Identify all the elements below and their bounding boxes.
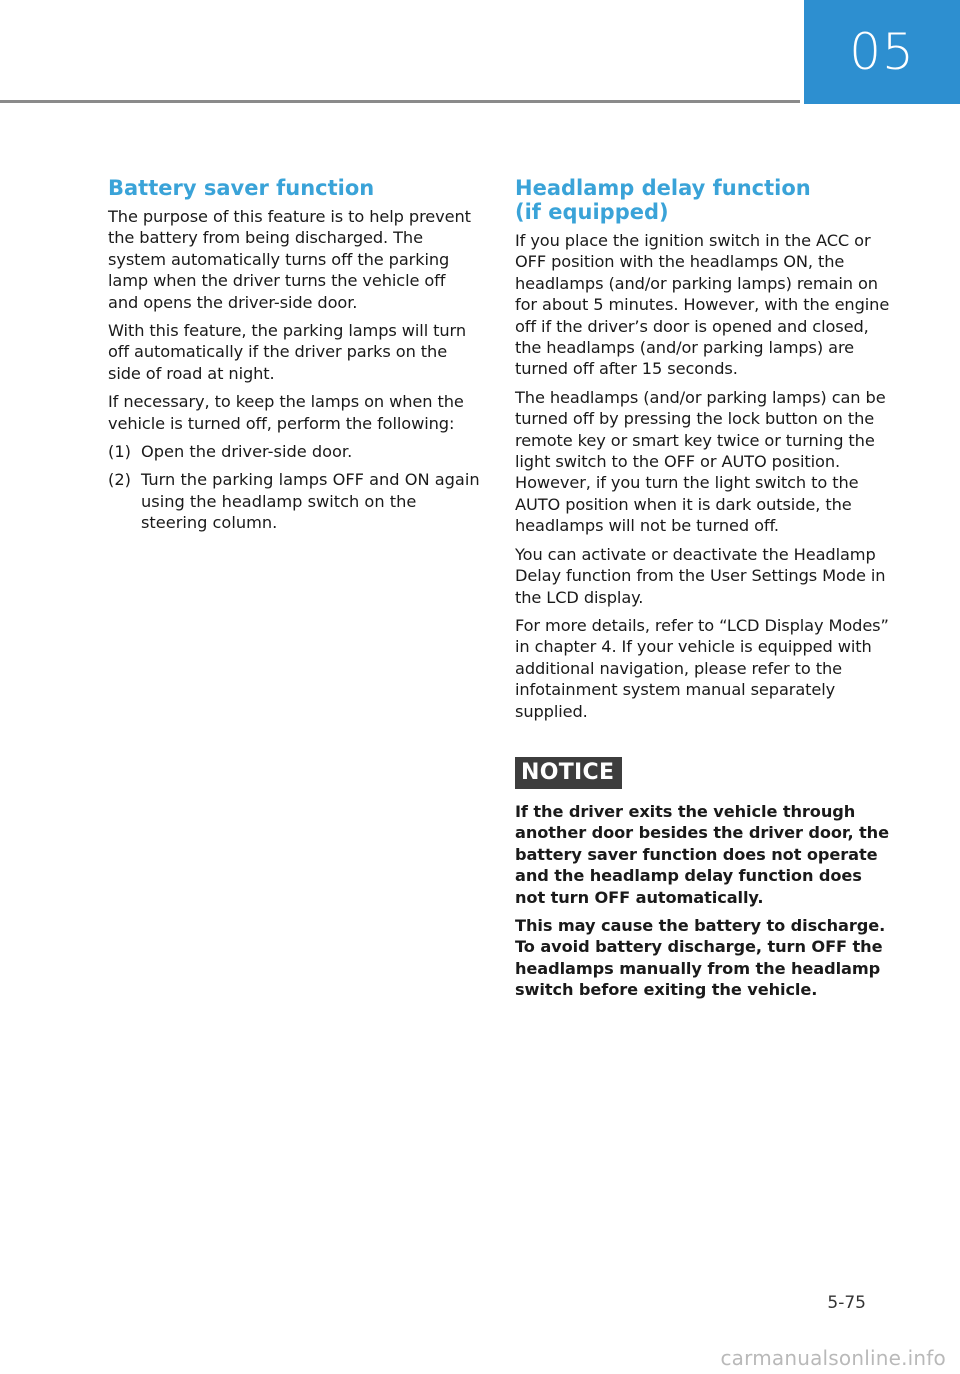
paragraph: For more details, refer to “LCD Display Modes” in chapter 4. If your vehicle is equipped with additional navigation, please refer to the infotainment system manual separately supplied.: [515, 615, 889, 721]
right-column: [515, 176, 895, 1008]
notice-paragraph: This may cause the battery to discharge. To avoid battery discharge, turn OFF the headlamps manually from the headlamp switch before exiting the vehicle.: [515, 915, 886, 1000]
heading-line: (if equipped): [515, 200, 669, 224]
watermark: carmanualsonline.info: [720, 1346, 946, 1370]
battery-saver-heading: Battery saver function: [108, 176, 375, 200]
chapter-tab: [804, 0, 960, 104]
step-text: Turn the parking lamps OFF and ON again using the headlamp switch on the steering column.: [141, 470, 480, 533]
step-text: Open the driver-side door.: [141, 442, 353, 462]
notice-paragraph: If the driver exits the vehicle through another door besides the driver door, the battery saver function does not operate and the headlamp delay function does not turn OFF automatically.: [515, 801, 889, 907]
notice-label: NOTICE: [515, 757, 622, 789]
headlamp-delay-heading: [515, 176, 895, 224]
left-column: [108, 176, 480, 541]
step-number: (2): [108, 470, 131, 490]
chapter-number: 05: [849, 23, 915, 81]
steps-list: [108, 441, 480, 534]
notice-box: [515, 729, 895, 1001]
paragraph: If necessary, to keep the lamps on when the vehicle is turned off, perform the following:: [108, 392, 464, 433]
paragraph: The purpose of this feature is to help prevent the battery from being discharged. The system automatically turns off the parking lamp when the driver turns the vehicle off and opens the driver-side door.: [108, 207, 471, 312]
header-rule: [0, 100, 800, 103]
page-number: 5-75: [827, 1293, 866, 1313]
paragraph: With this feature, the parking lamps will turn off automatically if the driver parks on the side of road at night.: [108, 321, 466, 383]
paragraph: You can activate or deactivate the Headlamp Delay function from the User Settings Mode in the LCD display.: [515, 544, 886, 607]
heading-line: Headlamp delay function: [515, 176, 811, 200]
step-number: (1): [108, 442, 131, 462]
step-item: [108, 441, 480, 462]
paragraph: The headlamps (and/or parking lamps) can be turned off by pressing the lock button on the remote key or smart key twice or turning the light switch to the OFF or AUTO position. However, if you turn the light switch to the AUTO position when it is dark outside, the headlamps will not be turned off.: [515, 387, 886, 536]
step-item: [108, 469, 480, 533]
paragraph: If you place the ignition switch in the ACC or OFF position with the headlamps ON, the headlamps (and/or parking lamps) remain on for about 5 minutes. However, with the engine off if the driver’s door is opened and closed, the headlamps (and/or parking lamps) are turned off after 15 seconds.: [515, 231, 890, 379]
